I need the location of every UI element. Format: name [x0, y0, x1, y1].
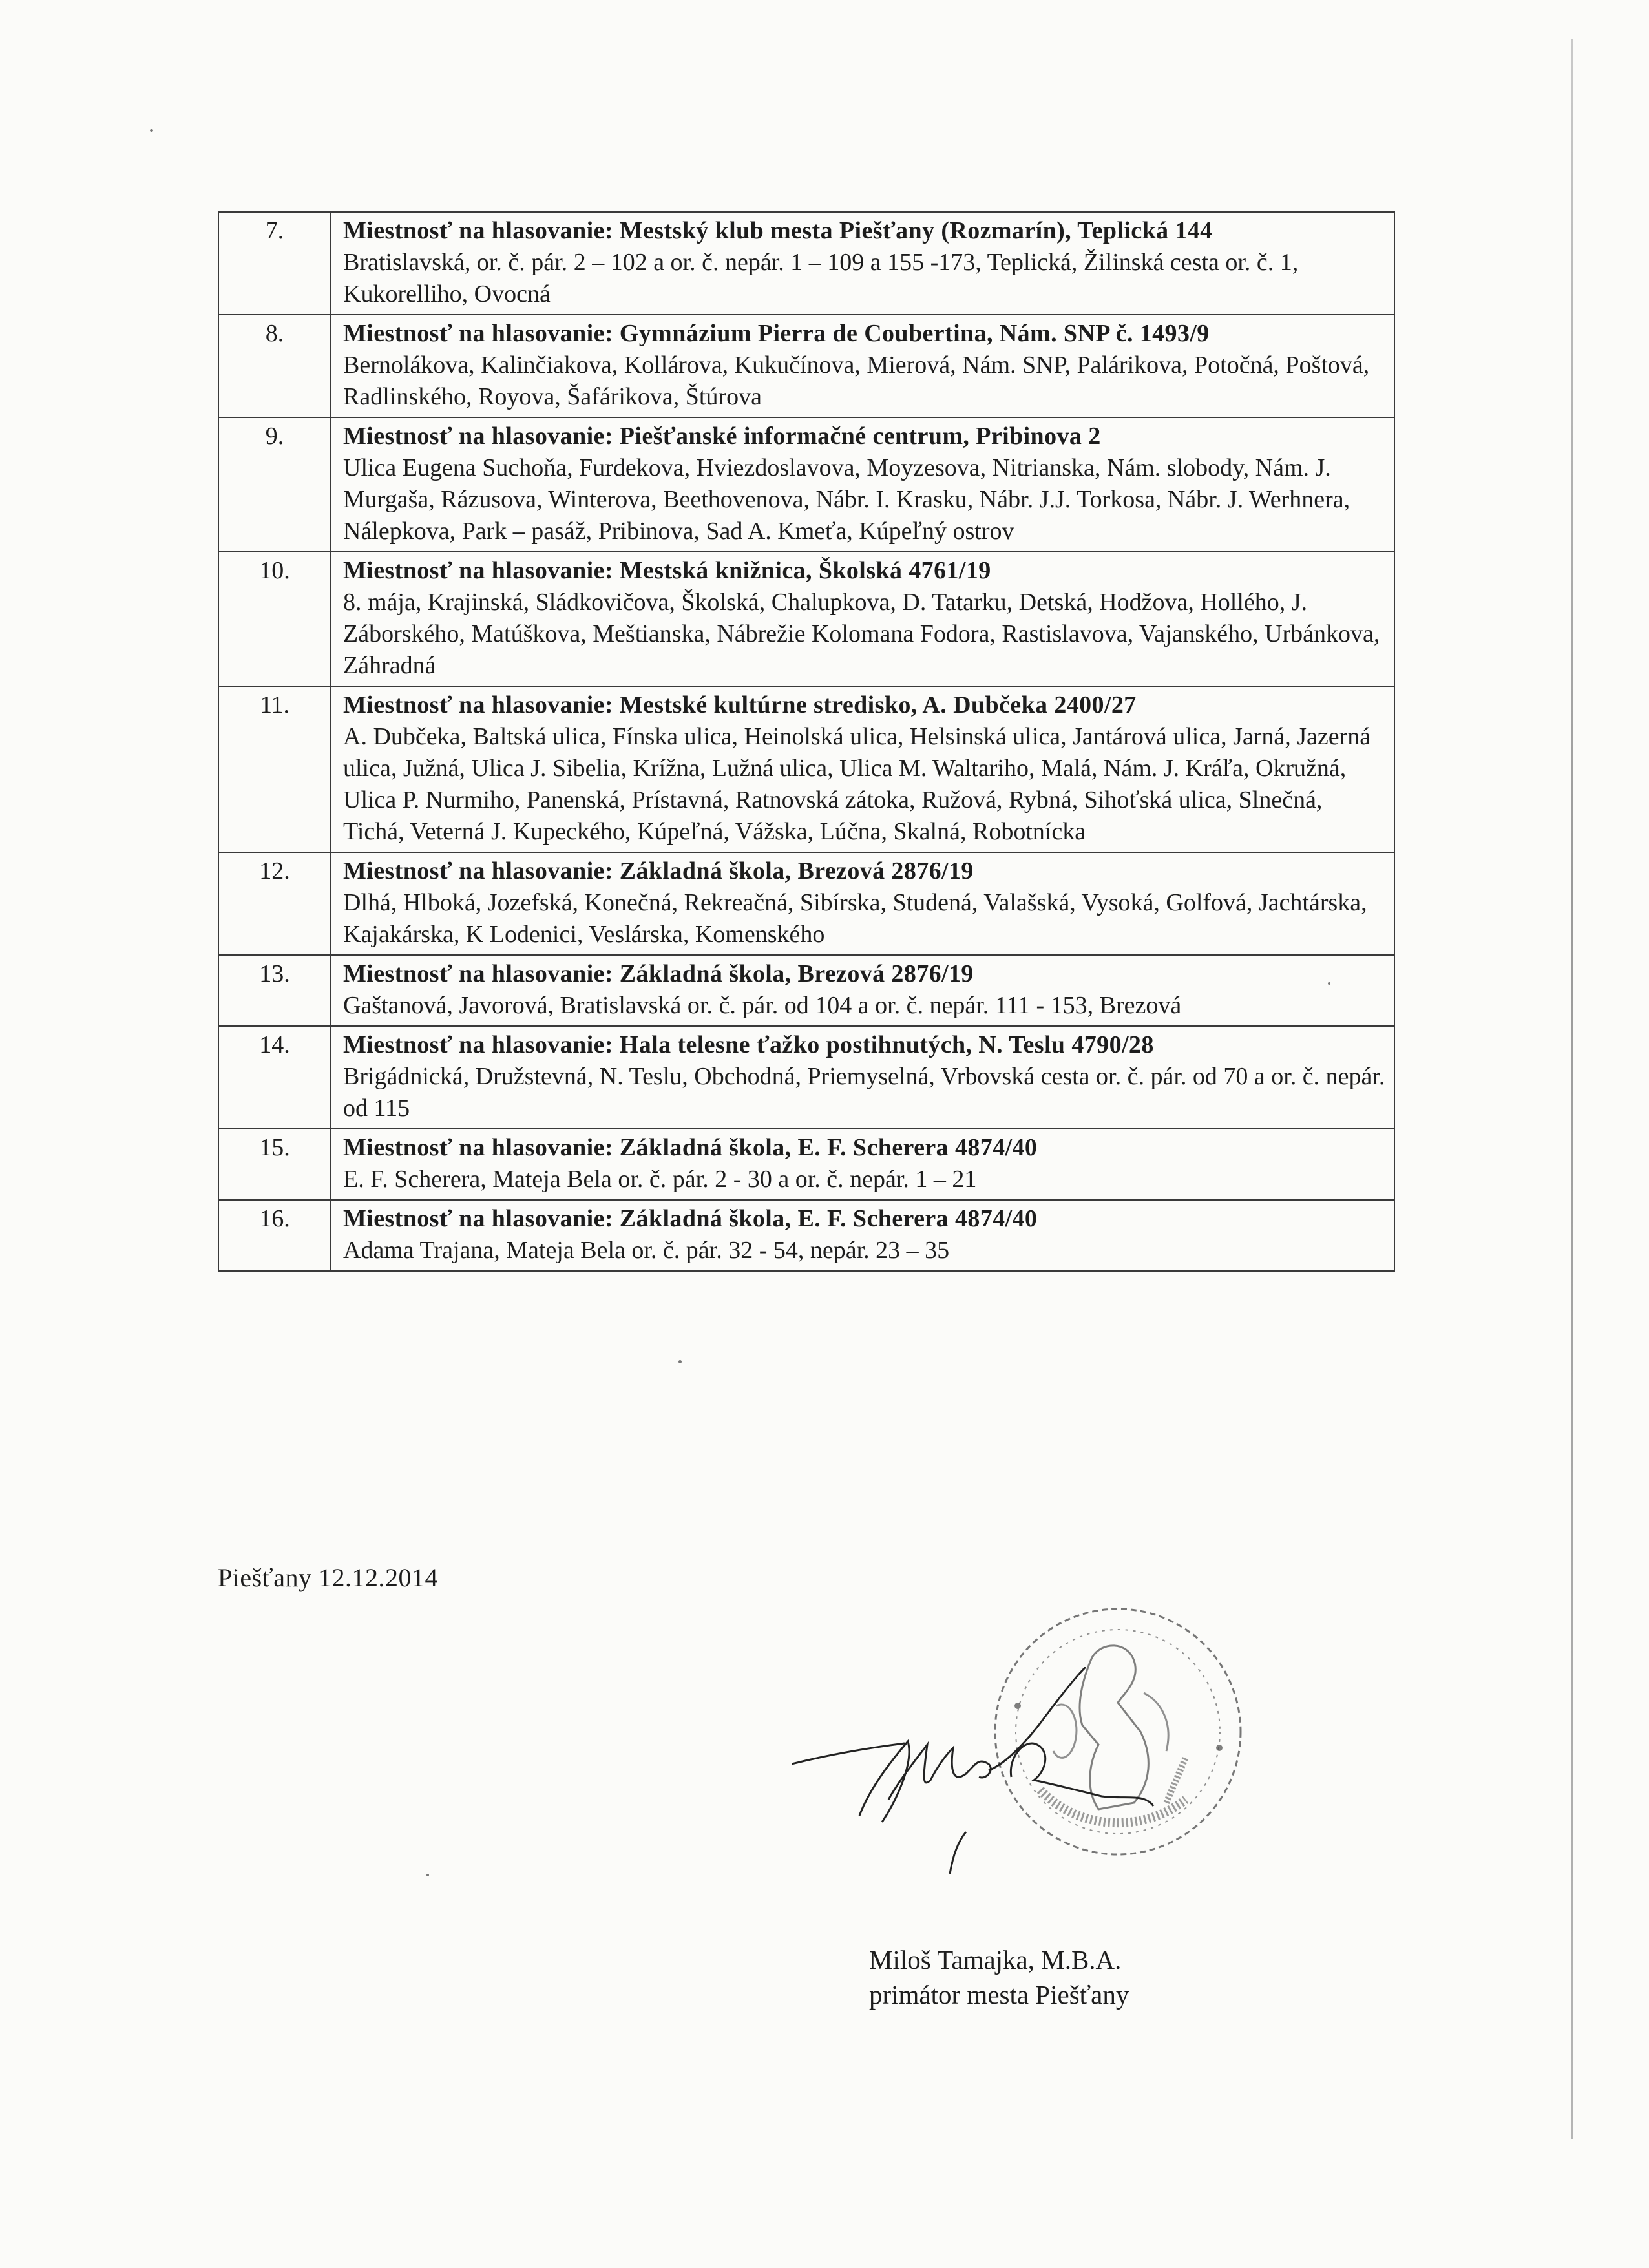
polling-room-cell [331, 315, 1394, 417]
signatory-name: Miloš Tamajka, M.B.A. [869, 1945, 1122, 1975]
table-row [218, 852, 1394, 955]
polling-room-cell [331, 1200, 1394, 1271]
row-number: 7. [218, 212, 331, 315]
polling-room-cell [331, 686, 1394, 852]
polling-room-cell [331, 1129, 1394, 1200]
scan-speck [678, 1360, 682, 1363]
row-number: 15. [218, 1129, 331, 1200]
street-list: Dlhá, Hlboká, Jozefská, Konečná, Rekreačná, Sibírska, Studená, Valašská, Vysoká, Golfová, Jachtárska, Kajakárska, K Lodenici, Veslárska, Komenského [343, 889, 1367, 948]
scan-edge-line [1571, 39, 1573, 2139]
polling-room-cell [331, 955, 1394, 1026]
polling-room-heading: Miestnosť na hlasovanie: Piešťanské informačné centrum, Pribinova 2 [343, 423, 1101, 450]
signatory-title: primátor mesta Piešťany [869, 1980, 1129, 2010]
polling-room-heading: Miestnosť na hlasovanie: Mestský klub mesta Piešťany (Rozmarín), Teplická 144 [343, 217, 1213, 244]
polling-room-cell [331, 852, 1394, 955]
polling-room-cell [331, 417, 1394, 552]
polling-room-heading: Miestnosť na hlasovanie: Gymnázium Pierra de Coubertina, Nám. SNP č. 1493/9 [343, 320, 1210, 347]
scan-speck [426, 1874, 429, 1876]
table-row [218, 1026, 1394, 1129]
table-row [218, 315, 1394, 417]
polling-room-heading: Miestnosť na hlasovanie: Základná škola, E. F. Scherera 4874/40 [343, 1134, 1038, 1161]
polling-room-cell [331, 212, 1394, 315]
table-row [218, 1200, 1394, 1271]
table-row [218, 212, 1394, 315]
row-number: 9. [218, 417, 331, 552]
place-and-date: Piešťany 12.12.2014 [218, 1563, 439, 1592]
scan-speck [150, 129, 153, 132]
street-list: Adama Trajana, Mateja Bela or. č. pár. 32 - 54, nepár. 23 – 35 [343, 1237, 950, 1264]
polling-room-heading: Miestnosť na hlasovanie: Základná škola, Brezová 2876/19 [343, 857, 974, 885]
table-row [218, 1129, 1394, 1200]
table-row [218, 417, 1394, 552]
row-number: 16. [218, 1200, 331, 1271]
row-number: 12. [218, 852, 331, 955]
row-number: 11. [218, 686, 331, 852]
row-number: 13. [218, 955, 331, 1026]
polling-room-cell [331, 1026, 1394, 1129]
row-number: 14. [218, 1026, 331, 1129]
table-row [218, 686, 1394, 852]
table-body [218, 212, 1394, 1271]
polling-room-heading: Miestnosť na hlasovanie: Mestská knižnica, Školská 4761/19 [343, 557, 991, 584]
handwritten-signature [792, 1667, 1166, 1919]
polling-rooms-table [218, 211, 1395, 1272]
street-list: A. Dubčeka, Baltská ulica, Fínska ulica, Heinolská ulica, Helsinská ulica, Jantárová ulica, Jarná, Jazerná ulica, Južná, Ulica J. Sibelia, Krížna, Lužná ulica, Ulica M. Waltariho, Malá, Nám. J. Kráľa, Okružná, Ulica P. Nurmiho, Panenská, Prístavná, Ratnovská zátoka, Ružová, Rybná, Sihoťská ulica, Slnečná, Tichá, Veterná J. Kupeckého, Kúpeľná, Vážska, Lúčna, Skalná, Robotnícka [343, 723, 1371, 845]
signatory-block [869, 1942, 1129, 2012]
street-list: 8. mája, Krajinská, Sládkovičova, Školská, Chalupkova, D. Tatarku, Detská, Hodžova, Hollého, J. Záborského, Matúškova, Meštianska, Nábrežie Kolomana Fodora, Rastislavova, Vajanského, Urbánkova, Záhradná [343, 589, 1380, 679]
polling-room-cell [331, 552, 1394, 686]
street-list: Ulica Eugena Suchoňa, Furdekova, Hviezdoslavova, Moyzesova, Nitrianska, Nám. slobody, Nám. J. Murgaša, Rázusova, Winterova, Beethovenova, Nábr. I. Krasku, Nábr. J.J. Torkosa, Nábr. J. Werhnera, Nálepkova, Park – pasáž, Pribinova, Sad A. Kmeťa, Kúpeľný ostrov [343, 454, 1350, 545]
street-list: Bernolákova, Kalinčiakova, Kollárova, Kukučínova, Mierová, Nám. SNP, Palárikova, Potočná, Poštová, Radlinského, Royova, Šafárikova, Štúrova [343, 352, 1370, 410]
polling-room-heading: Miestnosť na hlasovanie: Hala telesne ťažko postihnutých, N. Teslu 4790/28 [343, 1031, 1154, 1058]
street-list: Brigádnická, Družstevná, N. Teslu, Obchodná, Priemyselná, Vrbovská cesta or. č. pár. od 70 a or. č. nepár. od 115 [343, 1063, 1385, 1122]
table-row [218, 955, 1394, 1026]
street-list: Bratislavská, or. č. pár. 2 – 102 a or. č. nepár. 1 – 109 a 155 -173, Teplická, Žilinská cesta or. č. 1, Kukorelliho, Ovocná [343, 249, 1299, 308]
street-list: E. F. Scherera, Mateja Bela or. č. pár. 2 - 30 a or. č. nepár. 1 – 21 [343, 1166, 977, 1193]
row-number: 10. [218, 552, 331, 686]
polling-room-heading: Miestnosť na hlasovanie: Mestské kultúrne stredisko, A. Dubčeka 2400/27 [343, 691, 1137, 719]
polling-room-heading: Miestnosť na hlasovanie: Základná škola, E. F. Scherera 4874/40 [343, 1205, 1038, 1232]
street-list: Gaštanová, Javorová, Bratislavská or. č. pár. od 104 a or. č. nepár. 111 - 153, Brezová [343, 992, 1182, 1019]
polling-room-heading: Miestnosť na hlasovanie: Základná škola, Brezová 2876/19 [343, 960, 974, 987]
row-number: 8. [218, 315, 331, 417]
table-row [218, 552, 1394, 686]
